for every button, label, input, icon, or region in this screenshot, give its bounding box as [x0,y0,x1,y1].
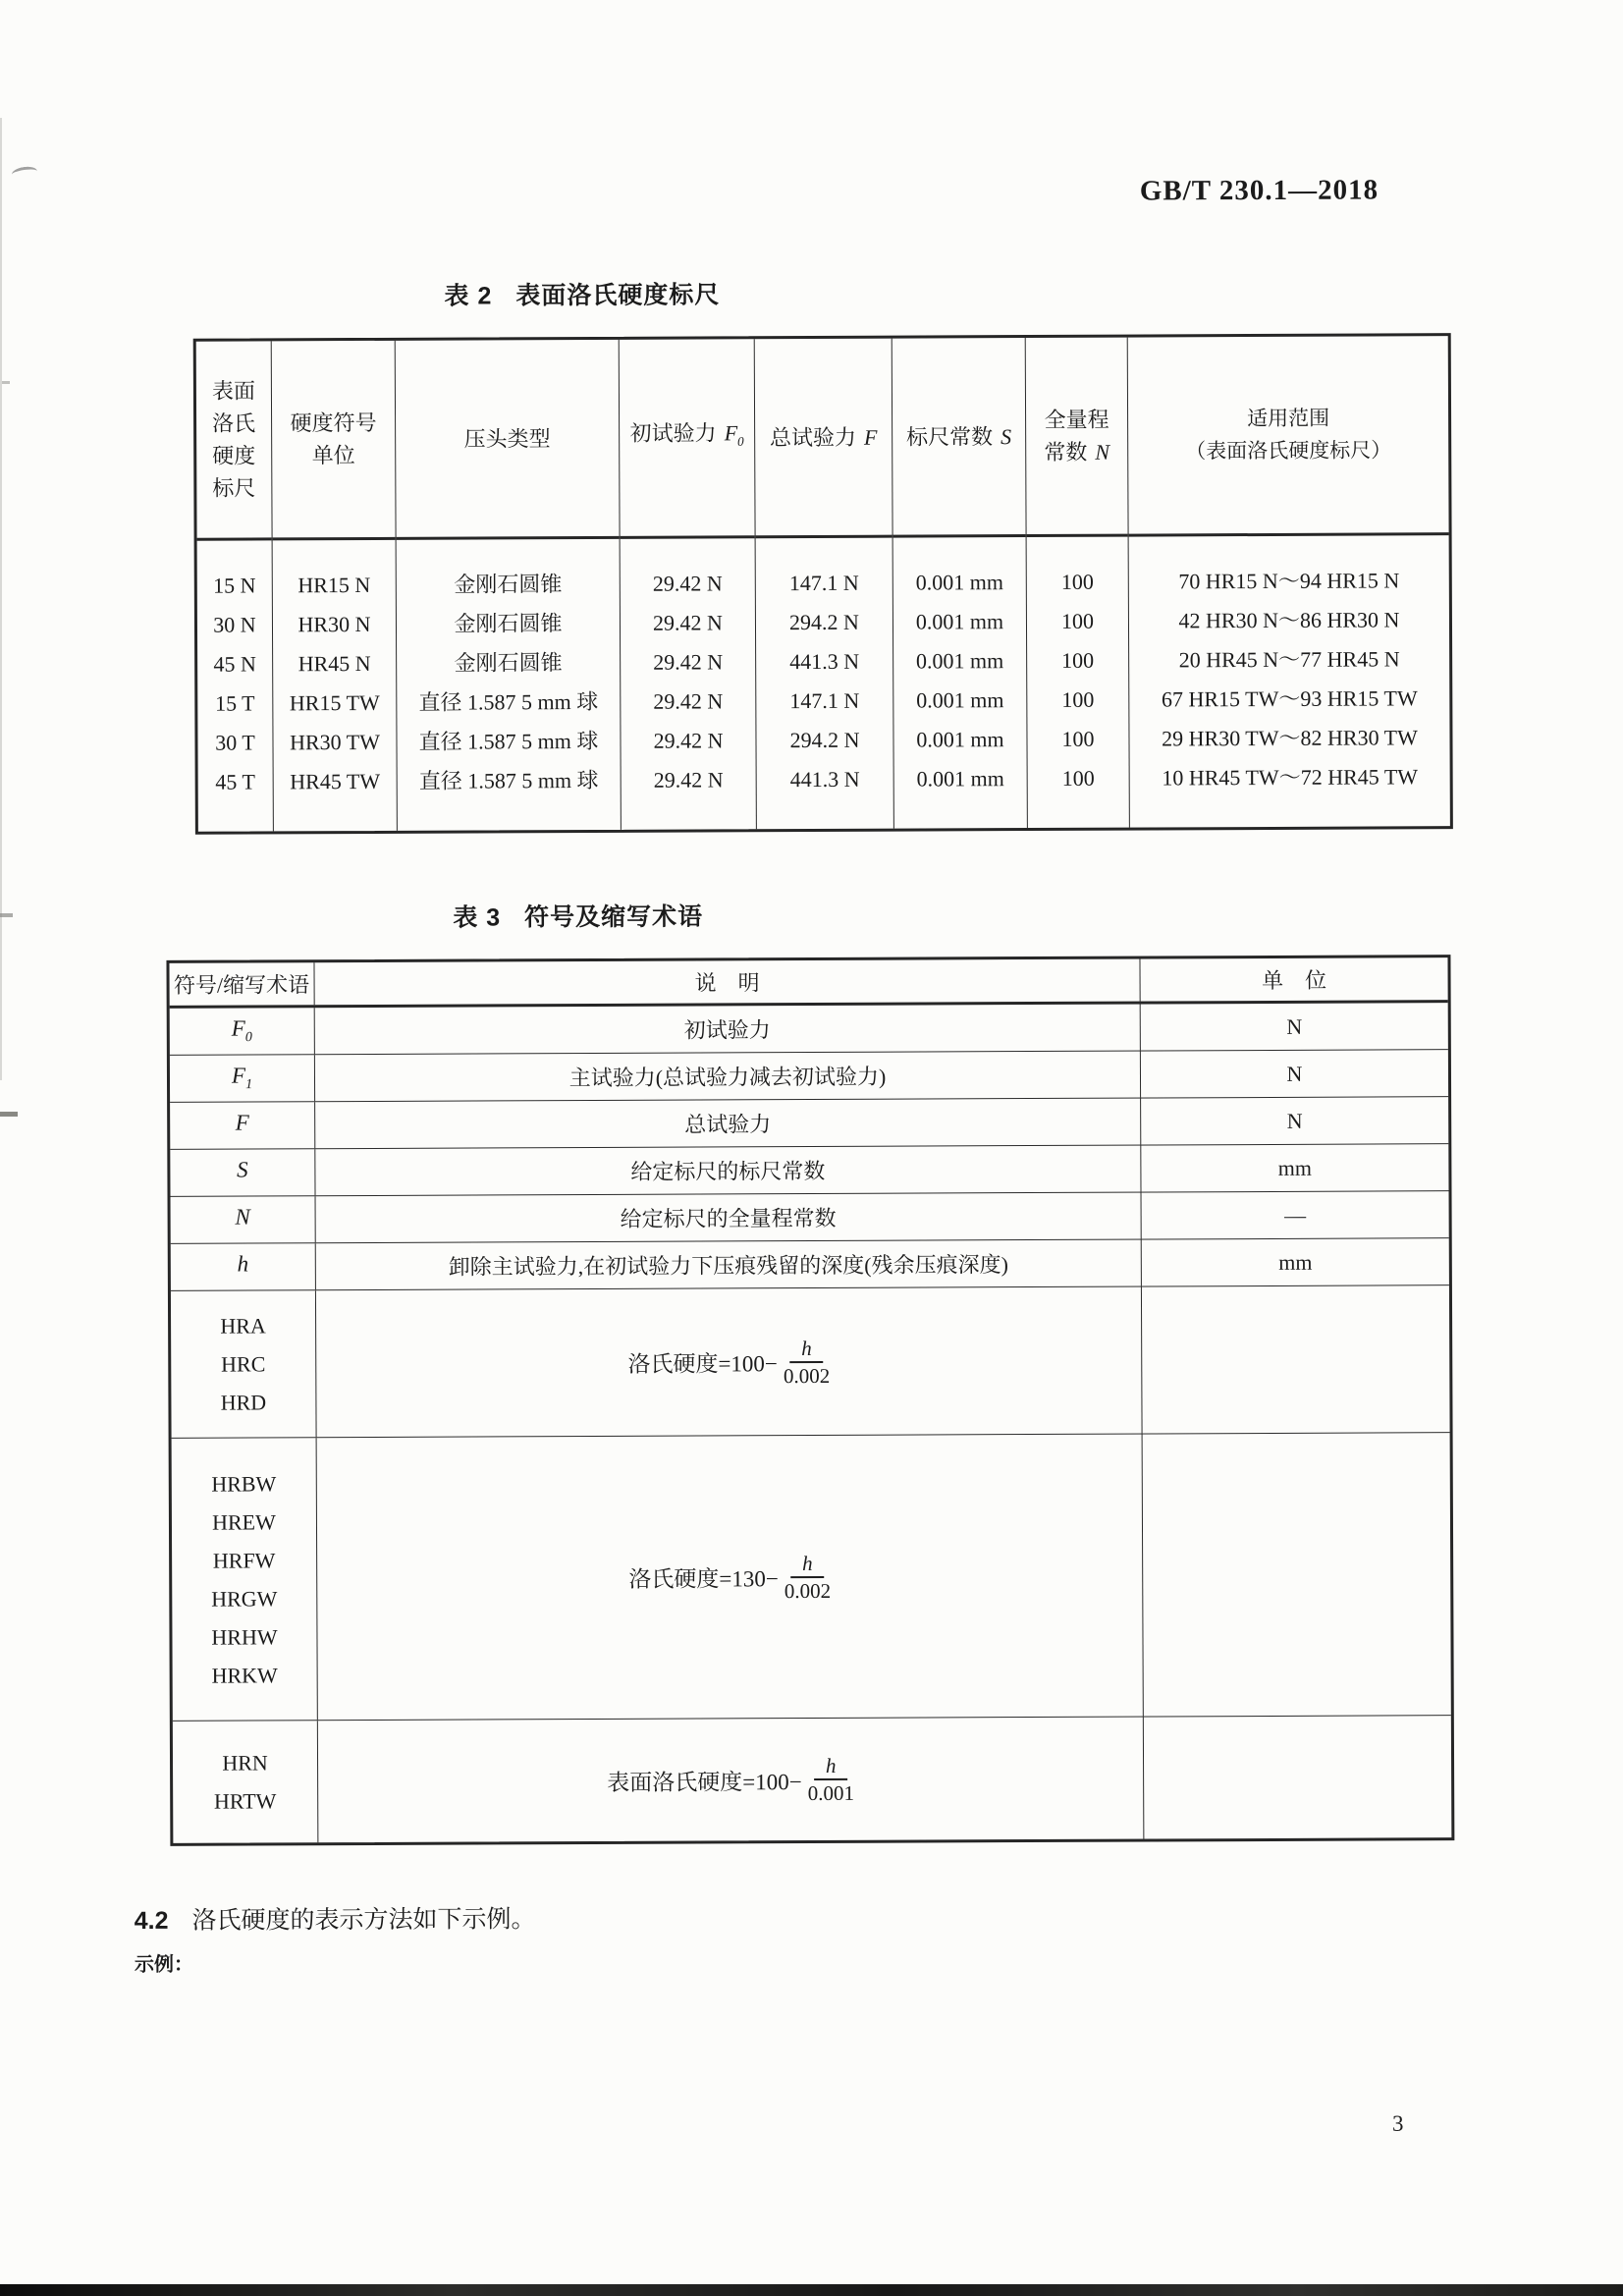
t2-header-scale-line: 硬度 [212,443,256,468]
fraction-numerator: h [789,1337,824,1362]
t3-unit: N [1286,1061,1303,1086]
t3-unit [1142,1285,1450,1433]
symbol-hra: HRA [220,1313,266,1339]
symbol-hrhw: HRHW [211,1623,278,1650]
n-symbol: N [1095,439,1110,465]
table-cell: 金刚石圆锥 [454,572,563,597]
fraction-denominator: 0.002 [784,1578,832,1603]
t3-unit [1144,1716,1452,1838]
table-cell: 15 N [213,573,256,598]
t2-header-scale-line: 洛氏 [212,410,256,436]
t2-header-range-constant [1026,338,1128,537]
table2-caption-title: 表面洛氏硬度标尺 [515,281,721,310]
t2-header-f-label: 总试验力 [769,424,856,450]
table-cell: 29.42 N [652,571,723,596]
t3-unit: mm [1277,1155,1313,1180]
t3-header-description: 说 明 [314,959,1140,1006]
t3-description: 总试验力 [315,1099,1141,1149]
t2-header-scale-constant [893,338,1026,538]
t2-header-range-line: （表面洛氏硬度标尺） [1185,438,1392,464]
table-cell: 29.42 N [653,688,724,714]
t2-body-symbol [273,540,397,802]
t2-body-scale-constant [893,537,1027,799]
table-cell: 20 HR45 N～77 HR45 N [1178,646,1400,673]
t2-col-range-constant [1026,338,1130,828]
surface-rockwell-scales-table [193,333,1453,835]
table-cell: 10 HR45 TW～72 HR45 TW [1162,764,1419,791]
table2-caption [444,275,720,311]
t2-header-scale-line: 表面 [211,378,255,404]
symbol-hrgw: HRGW [211,1585,278,1612]
table-cell: 0.001 mm [915,609,1004,634]
table-cell: HR15 N [298,572,371,598]
table-cell: 30 N [213,612,256,637]
table-cell: 金刚石圆锥 [454,650,563,676]
t3-row-hra-group [171,1285,1450,1439]
table-cell: 45 T [215,769,255,794]
t3-header-symbol: 符号/缩写术语 [169,962,314,1006]
table-cell: 0.001 mm [916,687,1004,713]
page-number: 3 [1392,2111,1404,2136]
table-cell: 29.42 N [652,610,723,635]
table2-caption-prefix: 表 2 [444,282,493,310]
table-cell: 30 T [215,730,255,755]
t3-description: 给定标尺的标尺常数 [315,1146,1141,1196]
table-cell: 29.42 N [653,728,724,753]
t2-body-preliminary-force [621,538,756,800]
t3-description: 给定标尺的全量程常数 [316,1193,1142,1243]
table-cell: 29.42 N [653,767,724,793]
f0-subscript: 0 [737,433,744,450]
symbol-hrn: HRN [222,1750,268,1776]
table-cell: HR45 TW [290,768,381,794]
table-cell: 100 [1061,726,1095,751]
symbol-f0: F [231,1015,245,1041]
symbol-hrtw: HRTW [213,1788,277,1814]
t2-header-indenter-label: 压头类型 [463,425,551,452]
symbol-hrfw: HRFW [212,1547,276,1573]
t2-body-range-constant [1027,537,1129,798]
table-cell: 441.3 N [789,766,860,793]
t3-description: 卸除主试验力,在初试验力下压痕残留的深度(残余压痕深度) [316,1240,1142,1290]
table-cell: 0.001 mm [915,648,1004,674]
table-cell: HR45 N [298,650,371,677]
clause-number: 4.2 [134,1906,169,1936]
table3-caption-title: 符号及缩写术语 [524,902,704,932]
t2-body-application-range [1129,535,1450,797]
table-cell: 100 [1060,608,1095,633]
formula-fraction [784,1552,831,1601]
formula-prefix: 表面洛氏硬度=100− [607,1769,802,1795]
formula-prefix: 洛氏硬度=130− [628,1566,779,1592]
table-cell: 70 HR15 N～94 HR15 N [1178,568,1400,594]
table-cell: 直径 1.587 5 mm 球 [418,728,599,754]
t2-header-preliminary-force [620,339,755,539]
t2-body-scale [197,540,273,801]
t2-col-scale-constant [893,338,1028,829]
table-cell: 294.2 N [788,609,859,635]
t2-header-n-line: 全量程 [1044,407,1109,432]
table-cell: 147.1 N [788,570,859,596]
t2-col-scale [196,341,274,831]
table-cell: 42 HR30 N～86 HR30 N [1178,607,1400,633]
t3-row-n [171,1191,1449,1244]
table-cell: 0.001 mm [916,766,1004,792]
hrn-symbols [173,1721,318,1843]
table-cell: 100 [1061,686,1095,712]
formula-prefix: 洛氏硬度=100− [627,1351,778,1377]
t3-unit [1143,1433,1451,1716]
symbol-hrkw: HRKW [211,1662,278,1688]
t2-header-application-range [1128,336,1449,536]
table-cell: HR30 N [298,611,371,637]
t3-row-hrn-group [173,1716,1452,1843]
rockwell-formula-130 [628,1436,832,1719]
t2-header-f0-label: 初试验力 [629,420,717,447]
fraction-numerator: h [790,1552,825,1577]
clause-text: 洛氏硬度的表示方法如下示例。 [191,1906,536,1935]
t2-header-scale [196,341,272,540]
s-symbol: S [1001,423,1012,449]
rockwell-formula-100 [627,1288,830,1436]
t2-col-application-range [1128,336,1450,827]
table-cell: 0.001 mm [916,727,1004,752]
t3-unit: — [1284,1202,1307,1228]
t2-col-symbol [272,341,398,832]
table-cell: 441.3 N [789,648,860,675]
table-cell: HR30 TW [290,729,380,755]
table-cell: 15 T [214,690,255,716]
standard-code-header: GB/T 230.1—2018 [1139,174,1380,207]
table-cell: 294.2 N [789,727,860,753]
t2-header-symbol [272,341,396,541]
symbol-n: N [235,1204,250,1230]
symbol-f: F [235,1110,249,1135]
symbol-f1: F [231,1063,246,1088]
t2-header-total-force [755,339,893,539]
surface-rockwell-formula [607,1719,854,1841]
t3-unit: N [1286,1013,1303,1039]
table-cell: 29 HR30 TW～82 HR30 TW [1162,725,1418,751]
symbol-hrbw: HRBW [211,1470,277,1497]
t3-row-f1 [170,1050,1448,1103]
symbol-h: h [237,1251,249,1277]
fraction-denominator: 0.001 [807,1780,855,1806]
t3-row-hrbw-group [172,1433,1451,1722]
t3-header-row [169,957,1447,1009]
table-cell: 金刚石圆锥 [454,611,563,636]
t2-header-n-line2: 常数 [1044,439,1088,465]
hra-symbols [171,1290,316,1438]
t3-row-h [171,1238,1449,1291]
table-cell: 100 [1060,569,1094,594]
t2-header-scale-line: 标尺 [212,475,256,501]
table-cell: 45 N [213,651,256,677]
t2-header-symbol-line: 单位 [311,443,355,468]
t3-description: 主试验力(总试验力减去初试验力) [315,1052,1141,1102]
t2-header-symbol-line: 硬度符号 [290,410,377,436]
f-symbol: F [863,424,878,450]
t2-header-indenter [396,340,620,540]
fraction-numerator: h [814,1755,848,1780]
t2-header-range-line: 适用范围 [1247,406,1330,431]
t3-description: 初试验力 [315,1005,1141,1055]
table-cell: 67 HR15 TW～93 HR15 TW [1161,685,1418,712]
table-cell: 29.42 N [653,649,724,675]
table-cell: HR15 TW [289,689,380,716]
table-cell: 直径 1.587 5 mm 球 [418,767,599,793]
t2-col-total-force [755,339,894,830]
table3-caption-prefix: 表 3 [453,903,502,932]
formula-fraction [808,1755,854,1804]
table-cell: 100 [1061,647,1095,673]
table-cell: 0.001 mm [915,570,1003,595]
symbol-f0-sub: 0 [244,1030,252,1046]
table-cell: 直径 1.587 5 mm 球 [418,688,599,715]
symbols-abbreviations-table [166,955,1454,1846]
t3-header-unit: 单 位 [1261,967,1327,994]
t2-col-preliminary-force [620,339,757,830]
t3-unit: mm [1278,1249,1313,1275]
t2-header-s-label: 标尺常数 [906,423,994,450]
clause-4-2 [135,1899,536,1937]
t3-row-f0 [170,1003,1448,1056]
t3-unit: N [1286,1108,1303,1133]
formula-fraction [784,1337,830,1386]
hrbw-symbols [172,1438,317,1721]
t2-body-total-force [756,538,893,800]
f0-symbol: F [724,420,738,446]
t3-row-s [170,1144,1448,1197]
t2-body-indenter [397,539,621,801]
fraction-denominator: 0.002 [783,1363,831,1388]
symbol-hrd: HRD [220,1390,267,1415]
symbol-f1-sub: 1 [245,1077,253,1093]
t2-col-indenter [396,340,622,831]
table-cell: 147.1 N [789,687,860,714]
symbol-s: S [237,1157,248,1182]
table3-caption [453,897,703,933]
t3-row-f [170,1097,1448,1150]
symbol-hrc: HRC [221,1351,266,1377]
table-cell: 100 [1061,765,1095,791]
example-label: 示例： [134,1953,193,1977]
symbol-hrew: HREW [212,1508,276,1535]
